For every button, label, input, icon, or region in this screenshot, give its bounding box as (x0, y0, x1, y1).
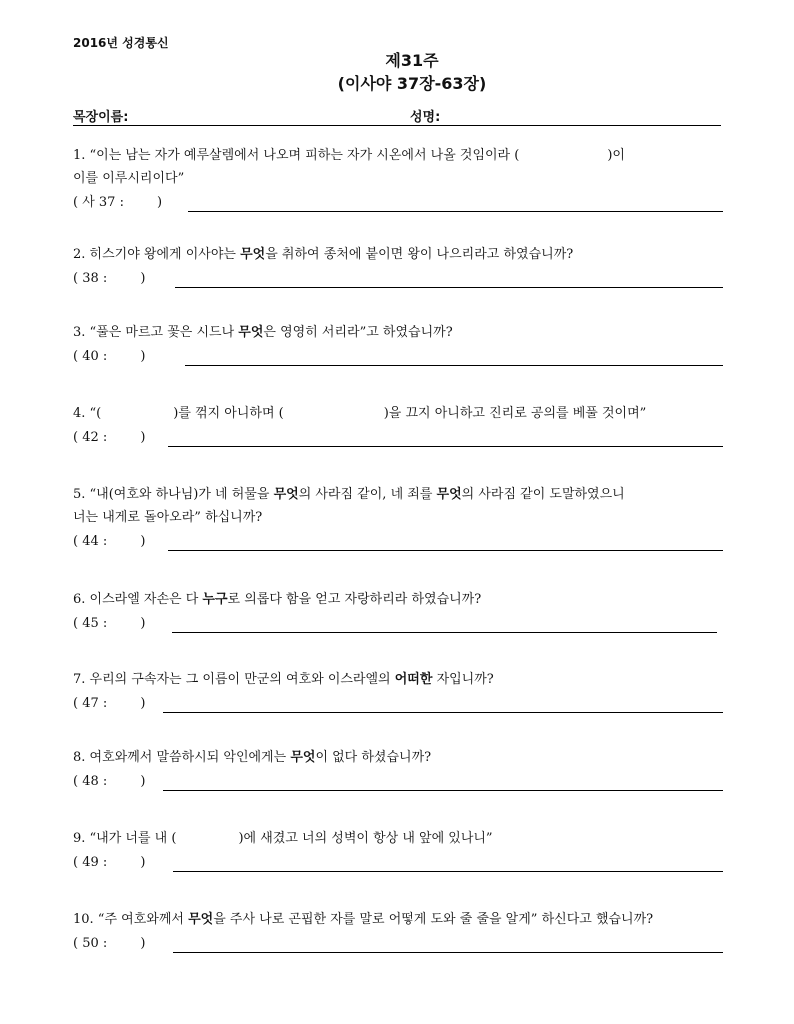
question-text-part: 4. “( (73, 406, 102, 421)
week-title: 제31주 (385, 51, 439, 70)
question-text-part: 의 사라짐 같이, 네 죄를 (298, 487, 437, 502)
question-text (73, 588, 723, 611)
answer-line[interactable] (168, 446, 723, 447)
question-text-part: )이 (607, 148, 625, 163)
question-9 (73, 827, 723, 873)
answer-row (73, 853, 723, 873)
question-text-part: 은 영영히 서리라”고 하였습니까? (263, 325, 453, 340)
question-text-part: 로 의롭다 함을 얻고 자랑하리라 하였습니까? (227, 592, 482, 607)
answer-line[interactable] (172, 632, 717, 633)
question-text-part: 7. 우리의 구속자는 그 이름이 만군의 여호와 이스라엘의 (73, 672, 395, 687)
question-text-part: 자입니까? (432, 672, 494, 687)
question-4 (73, 402, 723, 448)
question-text (73, 402, 723, 425)
answer-line[interactable] (173, 952, 723, 953)
question-keyword: 무엇 (188, 912, 214, 927)
answer-row (73, 347, 723, 367)
answer-row (73, 269, 723, 289)
question-text (73, 908, 723, 931)
question-2 (73, 243, 723, 289)
question-text-part: 을 주사 나로 곤핍한 자를 말로 어떻게 도와 줄 줄을 알게” 하신다고 했습니까? (213, 912, 654, 927)
question-text (73, 243, 723, 266)
name-line (73, 106, 721, 126)
pastor-label: 목장이름: (73, 110, 129, 125)
answer-line[interactable] (173, 871, 723, 872)
question-6 (73, 588, 723, 634)
question-text (73, 746, 723, 769)
question-8 (73, 746, 723, 792)
question-text-part: 6. 이스라엘 자손은 다 (73, 592, 203, 607)
name-label: 성명: (410, 110, 441, 125)
question-text-part: 이 없다 하셨습니까? (315, 750, 432, 765)
question-text-part: 5. “내(여호와 하나님)가 네 허물을 (73, 487, 274, 502)
verse-ref: ( 44 : ) (73, 534, 146, 549)
question-text-part: 1. “이는 남는 자가 예루살렘에서 나오며 피하는 자가 시온에서 나올 것임이라 ( (73, 148, 520, 163)
question-text-part: 2. 히스기야 왕에게 이사야는 (73, 247, 241, 262)
question-keyword: 무엇 (290, 750, 316, 765)
question-text-part: )를 꺾지 아니하며 ( (173, 406, 284, 421)
year-label: 2016년 성경통신 (73, 36, 169, 50)
question-text-part: 을 취하여 종처에 붙이면 왕이 나으리라고 하였습니까? (265, 247, 574, 262)
question-text-part: 10. “주 여호와께서 (73, 912, 189, 927)
answer-line[interactable] (163, 712, 723, 713)
answer-row (73, 694, 723, 714)
question-keyword: 무엇 (238, 325, 264, 340)
question-text (73, 144, 723, 190)
answer-row (73, 772, 723, 792)
question-3 (73, 321, 723, 367)
question-text (73, 483, 723, 529)
question-text (73, 668, 723, 691)
verse-ref: ( 38 : ) (73, 271, 146, 286)
question-keyword: 어떠한 (394, 672, 433, 687)
verse-ref: ( 49 : ) (73, 855, 146, 870)
answer-line[interactable] (188, 211, 723, 212)
question-text (73, 321, 723, 344)
verse-ref: ( 50 : ) (73, 936, 146, 951)
question-text (73, 827, 723, 850)
verse-ref: ( 사 37 : ) (73, 195, 163, 210)
answer-row (73, 934, 723, 954)
answer-line[interactable] (163, 790, 723, 791)
question-keyword: 누구 (202, 592, 228, 607)
question-7 (73, 668, 723, 714)
question-keyword: 무엇 (436, 487, 462, 502)
question-text-part: 이를 이루시리이다” (73, 171, 185, 186)
verse-ref: ( 45 : ) (73, 616, 146, 631)
question-text-part: 9. “내가 너를 내 ( (73, 831, 177, 846)
verse-ref: ( 47 : ) (73, 696, 146, 711)
title-block (0, 50, 794, 96)
question-1 (73, 144, 723, 213)
verse-ref: ( 42 : ) (73, 430, 146, 445)
verse-ref: ( 40 : ) (73, 349, 146, 364)
answer-row (73, 193, 723, 213)
answer-row (73, 532, 723, 552)
question-text-part: 3. “풀은 마르고 꽃은 시드나 (73, 325, 239, 340)
answer-line[interactable] (185, 365, 723, 366)
question-keyword: 무엇 (240, 247, 266, 262)
question-text-part: )에 새겼고 너의 성벽이 항상 내 앞에 있나니” (238, 831, 493, 846)
question-text-part: 의 사라짐 같이 도말하였으니 (461, 487, 625, 502)
answer-line[interactable] (168, 550, 723, 551)
answer-line[interactable] (175, 287, 723, 288)
question-text-part: )을 끄지 아니하고 진리로 공의를 베풀 것이며” (383, 406, 647, 421)
question-10 (73, 908, 723, 954)
question-keyword: 무엇 (273, 487, 299, 502)
question-text-part: 너는 내게로 돌아오라” 하십니까? (73, 510, 263, 525)
verse-ref: ( 48 : ) (73, 774, 146, 789)
answer-row (73, 428, 723, 448)
question-5 (73, 483, 723, 552)
answer-row (73, 614, 723, 634)
question-text-part: 8. 여호와께서 말씀하시되 악인에게는 (73, 750, 291, 765)
book-range: (이사야 37장-63장) (337, 74, 487, 93)
